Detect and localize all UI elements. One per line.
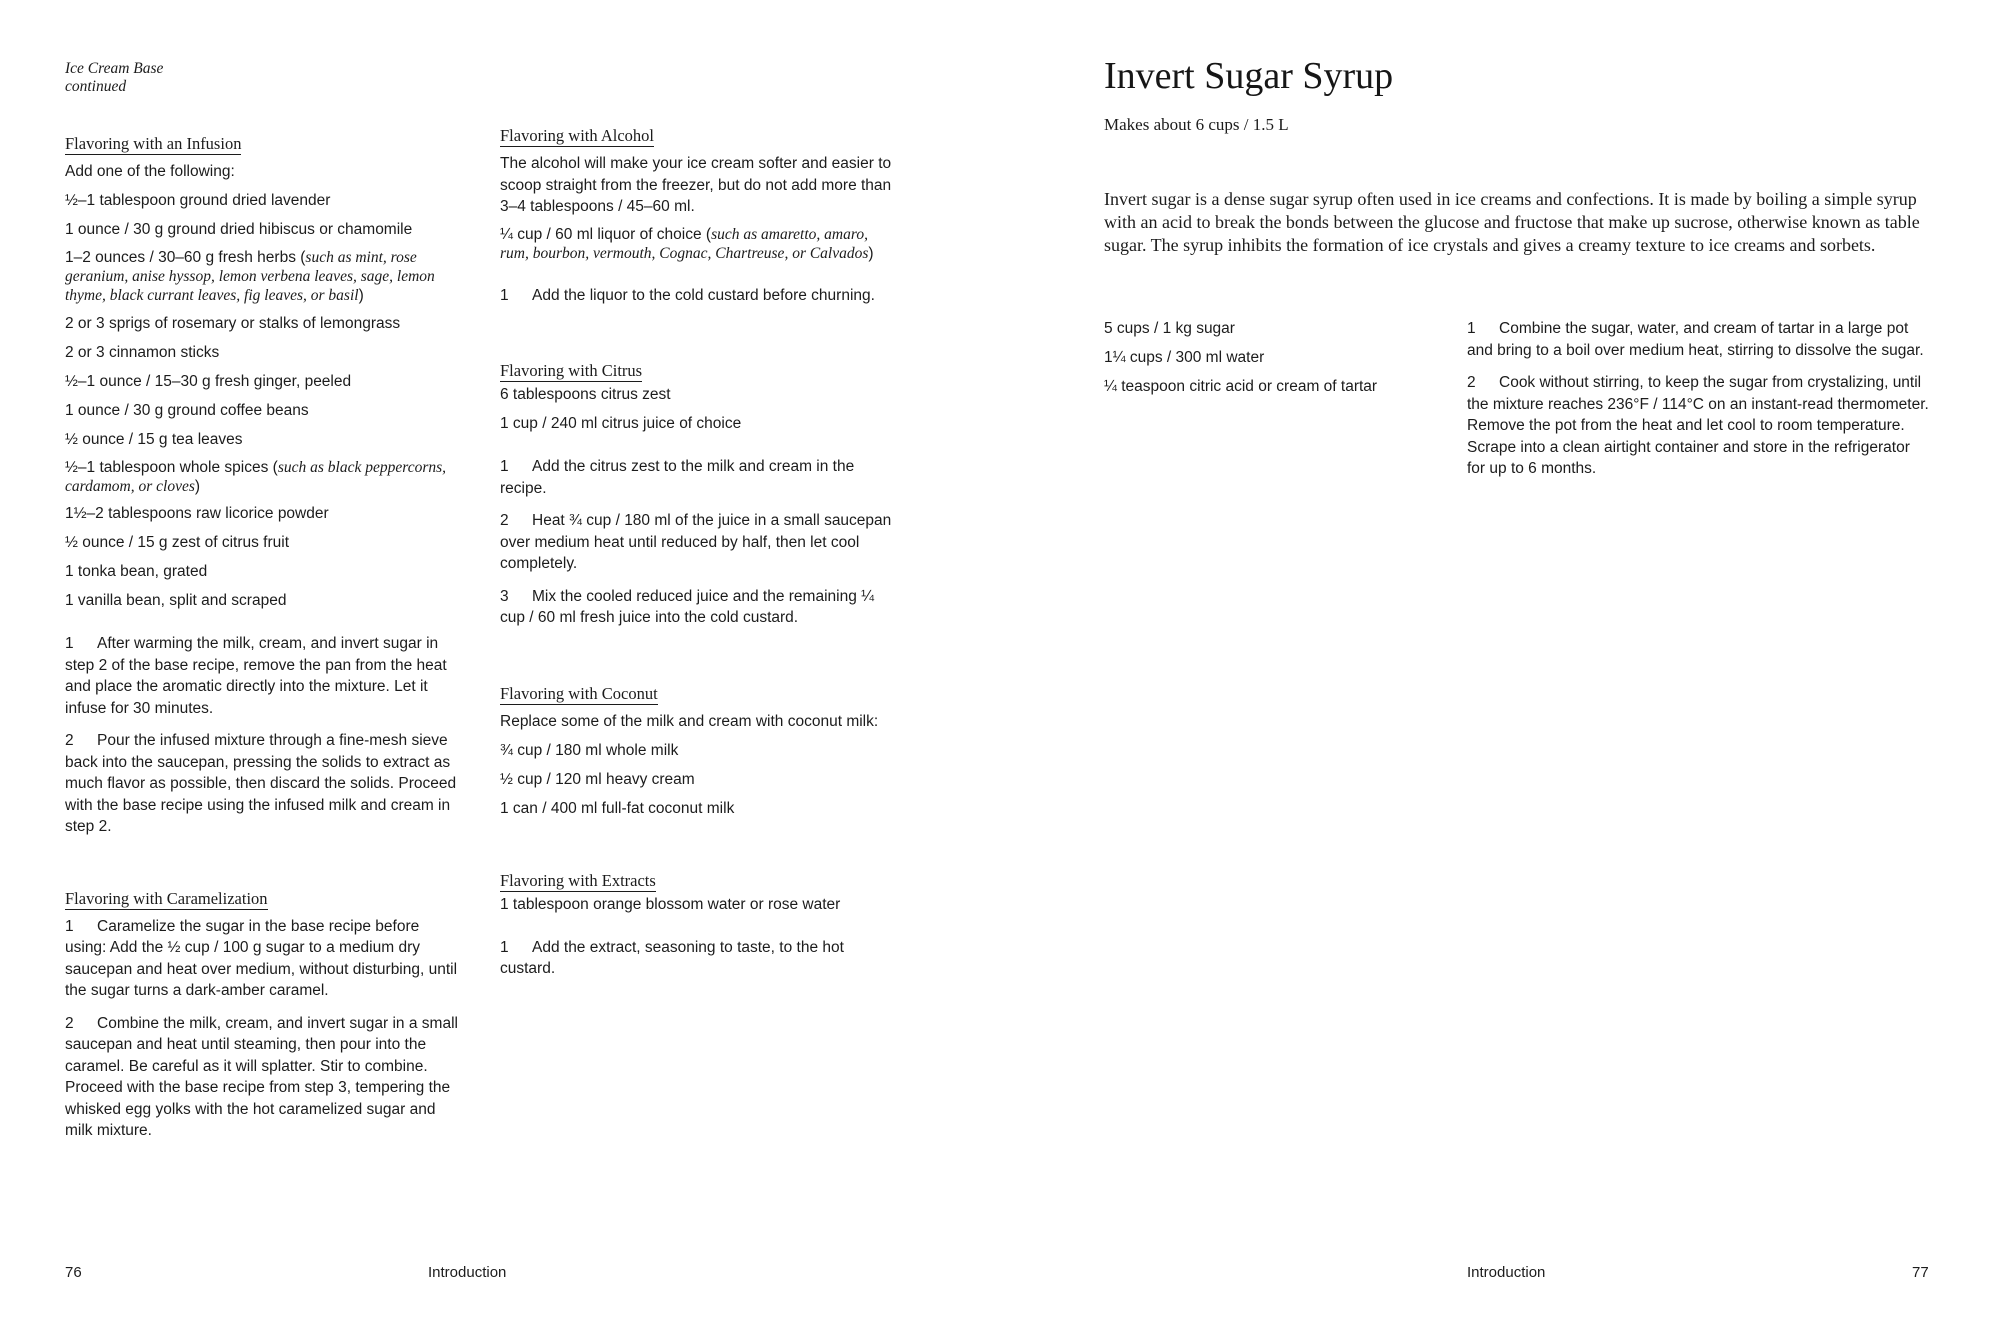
right-footer-section: Introduction [1467,1264,1546,1281]
ingredient-item: 2 or 3 cinnamon sticks [65,343,220,361]
step-number: 1 [500,458,509,475]
alcohol-title: Flavoring with Alcohol [500,126,654,145]
ingredient-item: ½ ounce / 15 g zest of citrus fruit [65,534,290,551]
step-text: Pour the infused mixture through a fine-mesh sieve back into the saucepan, pressing the solids to extract as much flavor as possible, then discard the solids. Proceed with the base recipe using the infused milk and cream in step 2. [65,732,457,835]
recipe-title: Invert Sugar Syrup [1104,55,1394,97]
caramelization-title: Flavoring with Caramelization [65,888,268,908]
liquor-italic: such as amaretto, amaro, rum, bourbon, vermouth, Cognac, Chartreuse, or Calvados [500,226,869,262]
step-text: After warming the milk, cream, and invert sugar in step 2 of the base recipe, remove the pan from the heat and place the aromatic directly into the mixture. Let it infuse for 30 minutes. [65,635,447,717]
step-number: 2 [1467,374,1476,391]
running-head-title: Ice Cream Base [65,60,164,77]
herbs-italic: such as mint, rose geranium, anise hyssop, lemon verbena leaves, sage, lemon thyme, black currant leaves, fig leaves, or basil [65,249,435,304]
step-number: 1 [1467,320,1476,337]
ingredient-item: 2 or 3 sprigs of rosemary or stalks of lemongrass [65,314,401,332]
ingredient-item: 1 tablespoon orange blossom water or rose water [500,895,841,913]
ingredient-item: 1 ounce / 30 g ground dried hibiscus or chamomile [65,221,413,238]
liquor-lead: ¼ cup / 60 ml liquor of choice ( [500,226,712,243]
ingredient-item: 1 can / 400 ml full-fat coconut milk [500,799,735,817]
ingredient-item: 1 tonka bean, grated [65,563,208,580]
step-text: Mix the cooled reduced juice and the remaining ¼ cup / 60 ml fresh juice into the cold custard. [500,587,875,626]
left-footer-section: Introduction [428,1264,507,1281]
step-number: 1 [500,286,509,304]
ingredient-item: ¾ cup / 180 ml whole milk [500,741,679,759]
step-text: Cook without stirring, to keep the sugar from crystalizing, until the mixture reaches 236°F / 114°C on an instant-read thermometer. Remove the pot from the heat and let cool to room temperature. Scrape into a clean airtight container and store in the refrigerator for up to 6 months. [1467,374,1929,477]
ingredient-item: ½ ounce / 15 g tea leaves [65,430,243,448]
left-folio: 76 [65,1264,82,1281]
step-text: Add the extract, seasoning to taste, to the hot custard. [500,938,844,977]
step-number: 1 [65,635,74,652]
left-column-2 [500,126,895,991]
citrus-title: Flavoring with Citrus [500,361,643,380]
step-text: Combine the sugar, water, and cream of tartar in a large pot and bring to a boil over medium heat, stirring to dissolve the sugar. [1467,320,1924,359]
citrus-step-1 [500,456,895,499]
step-number: 2 [65,732,74,749]
ingredient-item-herbs [65,248,460,305]
running-head [65,60,460,96]
step-text: Caramelize the sugar in the base recipe before using: Add the ½ cup / 100 g sugar to a medium dry saucepan and heat over medium, without disturbing, until the sugar turns a dark-amber caramel. [65,917,458,999]
coconut-intro: Replace some of the milk and cream with coconut milk: [500,712,879,730]
alcohol-step-1 [500,285,895,307]
ingredient-item: 6 tablespoons citrus zest [500,386,671,403]
ingredient-item: 1½–2 tablespoons raw licorice powder [65,505,329,522]
spices-lead: ½–1 tablespoon whole spices ( [65,458,278,476]
ingredient-item: 1 ounce / 30 g ground coffee beans [65,401,309,419]
liquor-close: ) [868,245,874,262]
infusion-title: Flavoring with an Infusion [65,134,242,153]
citrus-step-3 [500,586,895,629]
step-text: Add the citrus zest to the milk and cream in the recipe. [500,458,855,497]
ingredient-item: 1 cup / 240 ml citrus juice of choice [500,415,742,432]
ingredient-item: 5 cups / 1 kg sugar [1104,320,1235,337]
ingredient-item-liquor [500,225,895,263]
infusion-intro: Add one of the following: [65,163,235,180]
ingredient-item: 1 vanilla bean, split and scraped [65,592,287,609]
step-number: 1 [500,938,509,956]
step-text: Add the liquor to the cold custard before churning. [532,286,875,304]
step-number: 2 [500,512,509,529]
step-number: 1 [65,917,74,935]
herbs-close: ) [358,287,364,304]
ingredient-item: ½–1 ounce / 15–30 g fresh ginger, peeled [65,372,352,390]
ingredient-item-spices [65,458,460,496]
extracts-step-1 [500,937,895,980]
step-text: Heat ¾ cup / 180 ml of the juice in a small saucepan over medium heat until reduced by half, then let cool completely. [500,512,892,572]
coconut-title: Flavoring with Coconut [500,683,658,703]
extracts-title: Flavoring with Extracts [500,870,656,890]
infusion-step-2 [65,730,460,838]
ingredient-item: 1¼ cups / 300 ml water [1104,349,1265,366]
caramelization-step-1 [65,916,460,1002]
herbs-lead: 1–2 ounces / 30–60 g fresh herbs ( [65,249,306,266]
alcohol-intro: The alcohol will make your ice cream softer and easier to scoop straight from the freezer, but do not add more than 3–4 tablespoons / 45–60 ml. [500,155,892,215]
ingredient-item: ¼ teaspoon citric acid or cream of tartar [1104,378,1378,395]
caramelization-step-2 [65,1013,460,1142]
spices-italic: such as black peppercorns, cardamom, or cloves [65,458,447,495]
method-step-1 [1467,318,1932,361]
left-column-1 [65,60,460,1153]
method-step-2 [1467,372,1932,480]
ingredient-list [1104,318,1434,405]
right-folio: 77 [1912,1264,1929,1281]
running-head-continued: continued [65,78,127,95]
step-text: Combine the milk, cream, and invert sugar in a small saucepan and heat until steaming, then pour into the caramel. Be careful as it will splatter. Stir to combine. Proceed with the base recipe from step 3, tempering the whisked egg yolks with the hot caramelized sugar and milk mixture. [65,1014,458,1139]
spices-close: ) [194,477,201,495]
recipe-yield: Makes about 6 cups / 1.5 L [1104,115,1289,134]
ingredient-item: ½–1 tablespoon ground dried lavender [65,192,331,209]
step-number: 2 [65,1014,74,1032]
ingredient-item: ½ cup / 120 ml heavy cream [500,770,695,788]
right-header [1104,54,1924,257]
method-steps [1467,318,1932,491]
step-number: 3 [500,587,509,605]
infusion-step-1 [65,633,460,719]
citrus-step-2 [500,510,895,575]
recipe-intro: Invert sugar is a dense sugar syrup often used in ice creams and confections. It is made by boiling a simple syrup with an acid to break the bonds between the glucose and fructose that make up sucrose, otherwise known as table sugar. The syrup inhibits the formation of ice crystals and gives a creamy texture to ice creams and sorbets. [1104,189,1920,255]
